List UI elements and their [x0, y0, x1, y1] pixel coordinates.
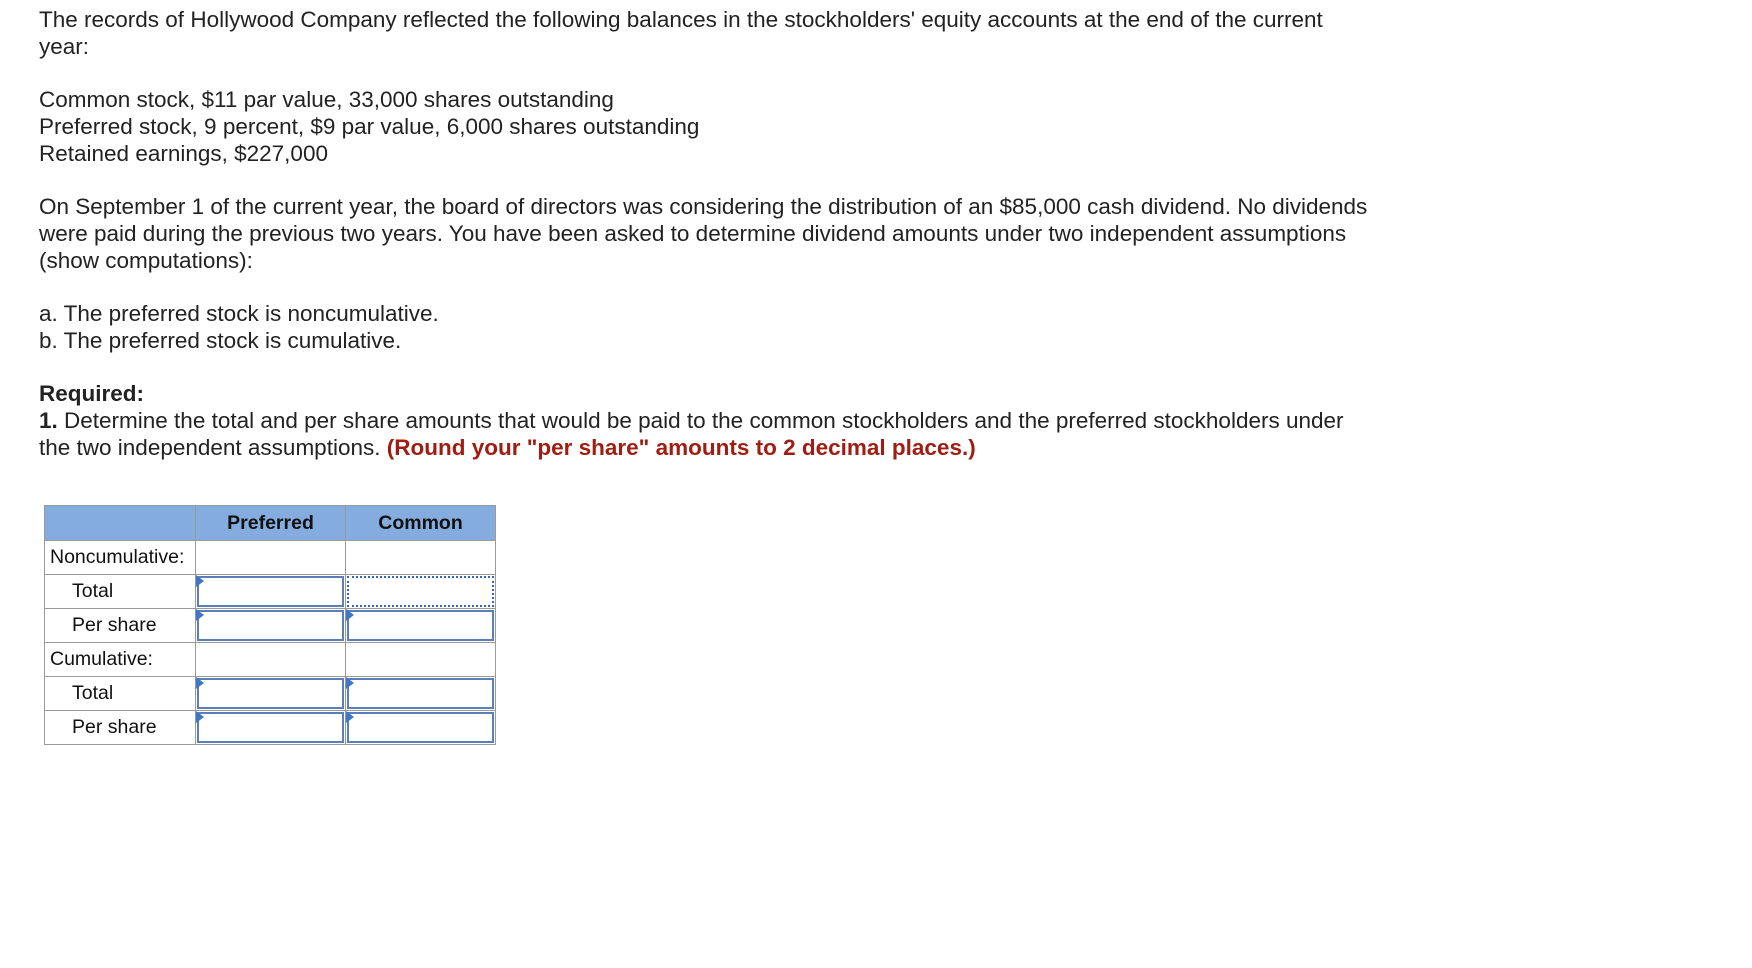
required-number: 1. — [39, 408, 58, 433]
table-row — [45, 575, 496, 609]
required-text-2: the two independent assumptions. — [39, 435, 387, 460]
empty-cell — [196, 643, 346, 677]
cell-marker-icon — [196, 609, 204, 621]
assumptions-list — [39, 300, 1499, 354]
table-row — [45, 677, 496, 711]
balance-common-stock: Common stock, $11 par value, 33,000 shares outstanding — [39, 87, 614, 112]
section-label-cumulative: Cumulative: — [45, 643, 196, 677]
table-row — [45, 609, 496, 643]
header-blank — [45, 506, 196, 541]
scenario-paragraph — [39, 193, 1499, 274]
rounding-hint: (Round your "per share" amounts to 2 decimal places.) — [386, 435, 976, 460]
row-label-noncumulative-total: Total — [45, 575, 196, 609]
balance-retained-earnings: Retained earnings, $227,000 — [39, 141, 328, 166]
intro-paragraph — [39, 6, 1499, 60]
cell-marker-icon — [346, 677, 354, 689]
cell-marker-icon — [196, 677, 204, 689]
cell-marker-icon — [196, 711, 204, 723]
noncumulative-total-preferred-input[interactable] — [196, 575, 346, 609]
section-row-cumulative — [45, 643, 496, 677]
empty-cell — [346, 541, 496, 575]
cumulative-per-share-common-input[interactable] — [346, 711, 496, 745]
required-section — [39, 380, 1499, 461]
scenario-line-2: were paid during the previous two years. You have been asked to determine dividend amounts under two independent assumptions — [39, 221, 1347, 246]
cumulative-per-share-preferred-input[interactable] — [196, 711, 346, 745]
assumption-a: a. The preferred stock is noncumulative. — [39, 301, 439, 326]
cumulative-total-common-input[interactable] — [346, 677, 496, 711]
noncumulative-per-share-preferred-input[interactable] — [196, 609, 346, 643]
row-label-noncumulative-per-share: Per share — [45, 609, 196, 643]
noncumulative-per-share-common-input[interactable] — [346, 609, 496, 643]
header-preferred: Preferred — [196, 506, 346, 541]
cell-marker-icon — [346, 609, 354, 621]
empty-cell — [196, 541, 346, 575]
empty-cell — [346, 643, 496, 677]
section-label-noncumulative: Noncumulative: — [45, 541, 196, 575]
noncumulative-total-common-input[interactable] — [346, 575, 496, 609]
intro-line-2: year: — [39, 34, 90, 59]
balance-preferred-stock: Preferred stock, 9 percent, $9 par value, 6,000 shares outstanding — [39, 114, 700, 139]
required-text-1: Determine the total and per share amounts that would be paid to the common stockholders and the preferred stockholders under — [57, 408, 1344, 433]
row-label-cumulative-per-share: Per share — [45, 711, 196, 745]
required-line-1 — [39, 407, 1499, 434]
balances-list — [39, 86, 1499, 167]
required-title: Required: — [39, 381, 145, 406]
scenario-line-3: (show computations): — [39, 248, 253, 273]
cumulative-total-preferred-input[interactable] — [196, 677, 346, 711]
row-label-cumulative-total: Total — [45, 677, 196, 711]
intro-line-1: The records of Hollywood Company reflected the following balances in the stockholders' equity accounts at the end of the current — [39, 7, 1323, 32]
assumption-b: b. The preferred stock is cumulative. — [39, 328, 402, 353]
dividend-answer-table — [44, 505, 496, 745]
section-row-noncumulative — [45, 541, 496, 575]
header-common: Common — [346, 506, 496, 541]
cell-marker-icon — [196, 575, 204, 587]
required-line-2 — [39, 434, 1499, 461]
problem-text — [39, 6, 1499, 461]
cell-marker-icon — [346, 711, 354, 723]
scenario-line-1: On September 1 of the current year, the board of directors was considering the distribution of an $85,000 cash dividend. No dividends — [39, 194, 1368, 219]
table-row — [45, 711, 496, 745]
table-header-row — [45, 506, 496, 541]
